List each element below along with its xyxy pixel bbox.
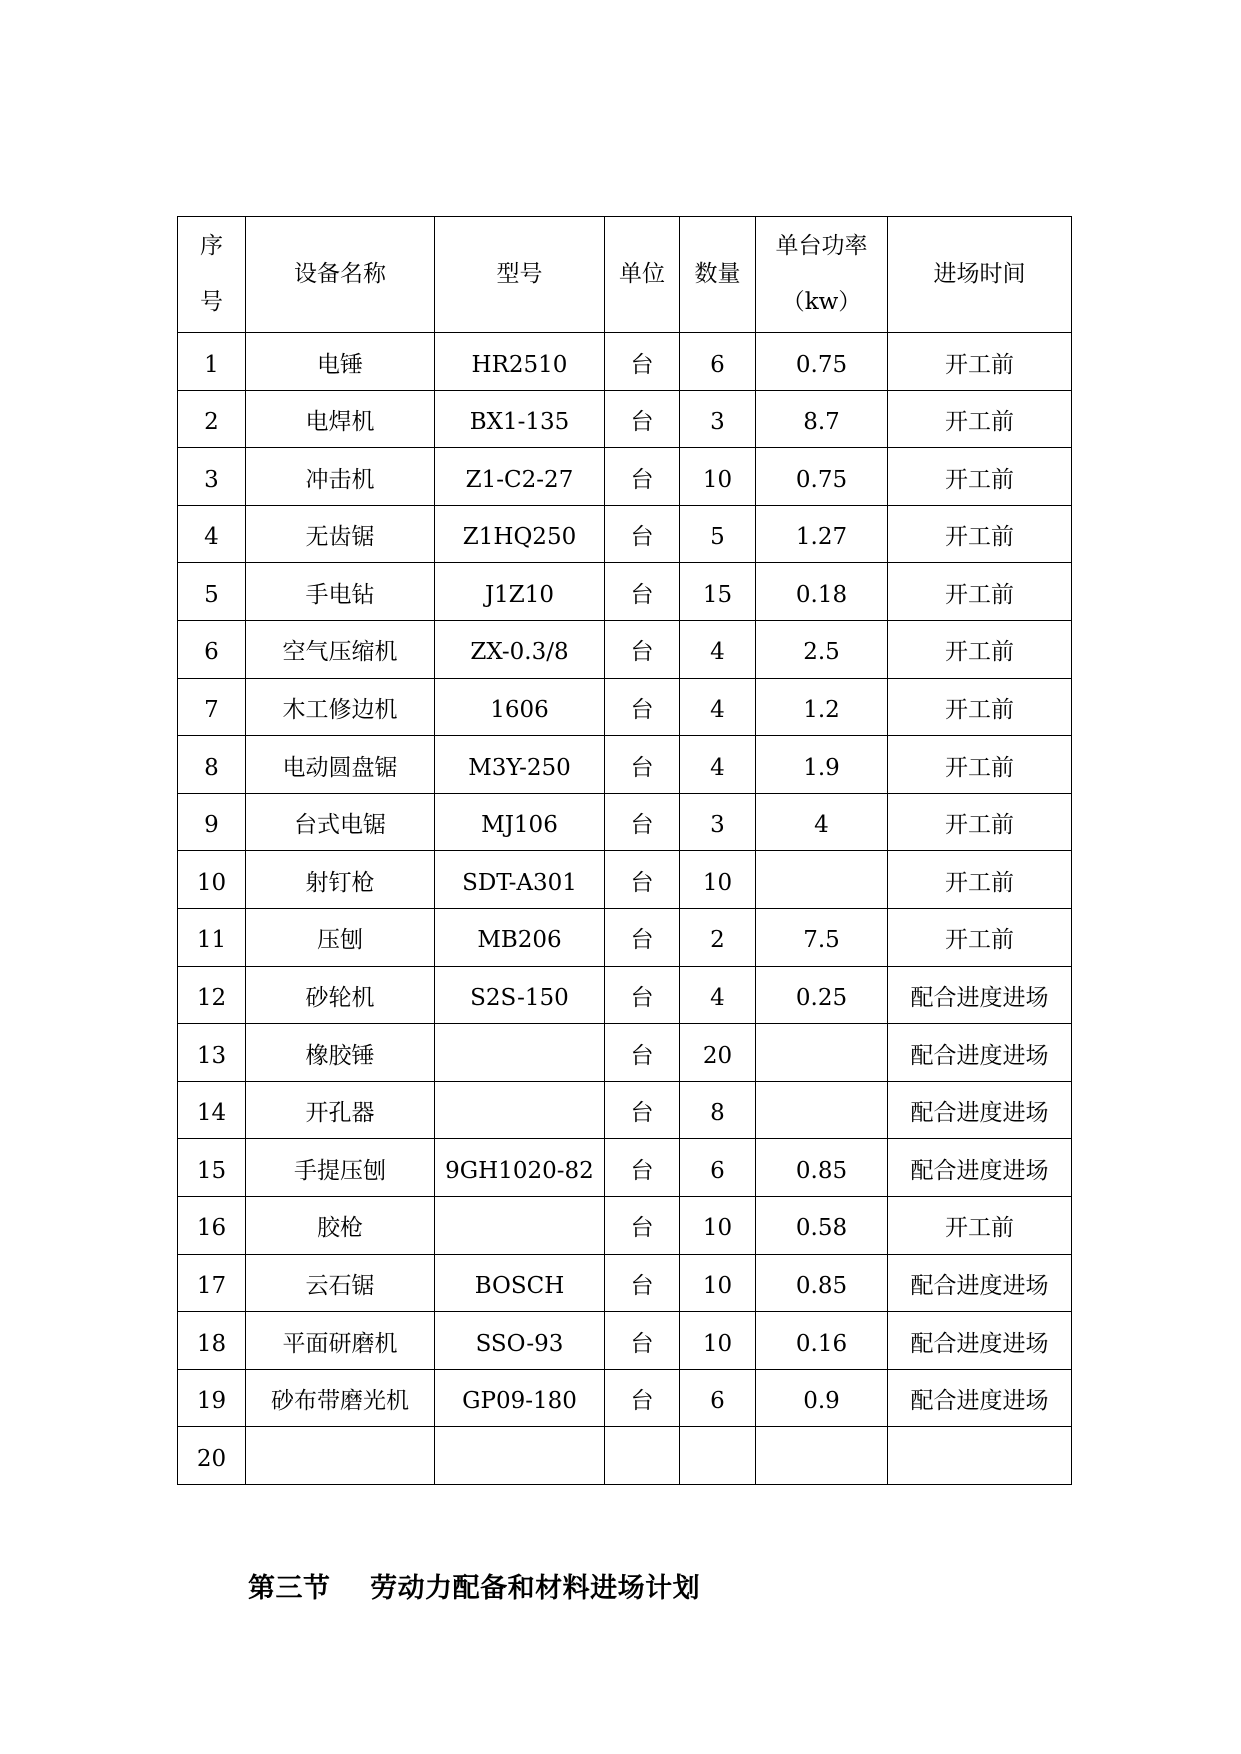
cell-seq: 4 xyxy=(178,505,246,563)
table-row xyxy=(178,1081,1072,1139)
cell-seq: 3 xyxy=(178,448,246,506)
cell-model: BOSCH xyxy=(435,1254,605,1312)
cell-qty: 10 xyxy=(680,448,756,506)
cell-seq: 9 xyxy=(178,793,246,851)
cell-name: 空气压缩机 xyxy=(246,620,435,678)
table-row xyxy=(178,1427,1072,1485)
cell-model: ZX-0.3/8 xyxy=(435,620,605,678)
cell-name: 压刨 xyxy=(246,908,435,966)
cell-unit: 台 xyxy=(605,620,680,678)
cell-time: 配合进度进场 xyxy=(888,1024,1072,1082)
cell-unit: 台 xyxy=(605,1196,680,1254)
header-time: 进场时间 xyxy=(888,217,1072,333)
cell-qty: 5 xyxy=(680,505,756,563)
cell-power: 0.9 xyxy=(756,1369,888,1427)
cell-time: 开工前 xyxy=(888,851,1072,909)
cell-name: 电锤 xyxy=(246,333,435,391)
cell-unit: 台 xyxy=(605,390,680,448)
cell-name: 云石锯 xyxy=(246,1254,435,1312)
table-row xyxy=(178,678,1072,736)
cell-power: 0.58 xyxy=(756,1196,888,1254)
table-row xyxy=(178,1369,1072,1427)
cell-name: 手提压刨 xyxy=(246,1139,435,1197)
header-name: 设备名称 xyxy=(246,217,435,333)
cell-model: BX1-135 xyxy=(435,390,605,448)
cell-power: 4 xyxy=(756,793,888,851)
cell-time: 开工前 xyxy=(888,1196,1072,1254)
cell-name: 砂布带磨光机 xyxy=(246,1369,435,1427)
cell-time: 开工前 xyxy=(888,505,1072,563)
header-power-line1: 单台功率 xyxy=(775,232,868,259)
cell-qty: 20 xyxy=(680,1024,756,1082)
cell-name: 台式电锯 xyxy=(246,793,435,851)
cell-model: 9GH1020-82 xyxy=(435,1139,605,1197)
cell-qty: 10 xyxy=(680,851,756,909)
cell-qty xyxy=(680,1427,756,1485)
cell-unit: 台 xyxy=(605,1024,680,1082)
cell-qty: 4 xyxy=(680,620,756,678)
table-row xyxy=(178,1139,1072,1197)
header-unit: 单位 xyxy=(605,217,680,333)
cell-name: 无齿锯 xyxy=(246,505,435,563)
cell-name xyxy=(246,1427,435,1485)
cell-unit: 台 xyxy=(605,333,680,391)
cell-power: 0.85 xyxy=(756,1139,888,1197)
table-row xyxy=(178,390,1072,448)
table-row xyxy=(178,1254,1072,1312)
table-header-row xyxy=(178,217,1072,333)
cell-power: 1.9 xyxy=(756,736,888,794)
cell-power: 8.7 xyxy=(756,390,888,448)
cell-time: 开工前 xyxy=(888,908,1072,966)
cell-name: 手电钻 xyxy=(246,563,435,621)
table-row xyxy=(178,505,1072,563)
cell-time: 配合进度进场 xyxy=(888,1254,1072,1312)
cell-seq: 5 xyxy=(178,563,246,621)
cell-unit: 台 xyxy=(605,793,680,851)
cell-model xyxy=(435,1024,605,1082)
cell-seq: 7 xyxy=(178,678,246,736)
cell-power xyxy=(756,851,888,909)
cell-time: 开工前 xyxy=(888,620,1072,678)
table-row xyxy=(178,793,1072,851)
cell-model: J1Z10 xyxy=(435,563,605,621)
cell-name: 电动圆盘锯 xyxy=(246,736,435,794)
cell-time: 配合进度进场 xyxy=(888,1139,1072,1197)
cell-unit: 台 xyxy=(605,908,680,966)
cell-time: 开工前 xyxy=(888,736,1072,794)
cell-model: SSO-93 xyxy=(435,1312,605,1370)
cell-time: 配合进度进场 xyxy=(888,1312,1072,1370)
cell-power: 1.2 xyxy=(756,678,888,736)
table-row xyxy=(178,563,1072,621)
cell-power xyxy=(756,1024,888,1082)
cell-unit: 台 xyxy=(605,505,680,563)
cell-model: M3Y-250 xyxy=(435,736,605,794)
cell-power: 0.85 xyxy=(756,1254,888,1312)
table-row xyxy=(178,1196,1072,1254)
cell-model: 1606 xyxy=(435,678,605,736)
cell-model: Z1HQ250 xyxy=(435,505,605,563)
cell-time: 开工前 xyxy=(888,793,1072,851)
cell-unit: 台 xyxy=(605,1081,680,1139)
cell-qty: 6 xyxy=(680,1369,756,1427)
cell-power: 0.75 xyxy=(756,333,888,391)
cell-unit xyxy=(605,1427,680,1485)
cell-power: 2.5 xyxy=(756,620,888,678)
cell-model xyxy=(435,1081,605,1139)
cell-qty: 4 xyxy=(680,736,756,794)
cell-time: 开工前 xyxy=(888,678,1072,736)
cell-power xyxy=(756,1081,888,1139)
cell-seq: 1 xyxy=(178,333,246,391)
cell-time: 开工前 xyxy=(888,390,1072,448)
cell-qty: 6 xyxy=(680,333,756,391)
cell-unit: 台 xyxy=(605,678,680,736)
cell-unit: 台 xyxy=(605,1139,680,1197)
header-seq-line2: 号 xyxy=(200,288,223,315)
cell-name: 平面研磨机 xyxy=(246,1312,435,1370)
cell-name: 木工修边机 xyxy=(246,678,435,736)
cell-model xyxy=(435,1427,605,1485)
equipment-table xyxy=(177,216,1072,1485)
header-power-line2: （kw） xyxy=(781,288,862,315)
table-row xyxy=(178,1312,1072,1370)
cell-qty: 2 xyxy=(680,908,756,966)
cell-qty: 6 xyxy=(680,1139,756,1197)
cell-unit: 台 xyxy=(605,1254,680,1312)
header-model: 型号 xyxy=(435,217,605,333)
cell-seq: 13 xyxy=(178,1024,246,1082)
cell-model: SDT-A301 xyxy=(435,851,605,909)
cell-time: 开工前 xyxy=(888,563,1072,621)
cell-name: 开孔器 xyxy=(246,1081,435,1139)
cell-qty: 3 xyxy=(680,390,756,448)
cell-unit: 台 xyxy=(605,1369,680,1427)
cell-model: MJ106 xyxy=(435,793,605,851)
cell-qty: 10 xyxy=(680,1196,756,1254)
cell-name: 砂轮机 xyxy=(246,966,435,1024)
cell-time: 开工前 xyxy=(888,448,1072,506)
cell-seq: 20 xyxy=(178,1427,246,1485)
cell-qty: 10 xyxy=(680,1312,756,1370)
cell-power: 0.18 xyxy=(756,563,888,621)
cell-name: 射钉枪 xyxy=(246,851,435,909)
cell-power: 7.5 xyxy=(756,908,888,966)
table-row xyxy=(178,851,1072,909)
cell-unit: 台 xyxy=(605,448,680,506)
cell-qty: 8 xyxy=(680,1081,756,1139)
cell-power xyxy=(756,1427,888,1485)
cell-qty: 10 xyxy=(680,1254,756,1312)
cell-seq: 2 xyxy=(178,390,246,448)
table-row xyxy=(178,966,1072,1024)
header-power xyxy=(756,217,888,333)
table-row xyxy=(178,908,1072,966)
table-body xyxy=(178,333,1072,1485)
table-row xyxy=(178,620,1072,678)
cell-unit: 台 xyxy=(605,851,680,909)
cell-seq: 14 xyxy=(178,1081,246,1139)
table-row xyxy=(178,448,1072,506)
cell-name: 电焊机 xyxy=(246,390,435,448)
cell-name: 冲击机 xyxy=(246,448,435,506)
cell-power: 0.16 xyxy=(756,1312,888,1370)
cell-model: MB206 xyxy=(435,908,605,966)
table-row xyxy=(178,736,1072,794)
cell-time: 配合进度进场 xyxy=(888,1369,1072,1427)
cell-seq: 17 xyxy=(178,1254,246,1312)
cell-name: 橡胶锤 xyxy=(246,1024,435,1082)
cell-time: 配合进度进场 xyxy=(888,1081,1072,1139)
cell-unit: 台 xyxy=(605,1312,680,1370)
table-row xyxy=(178,333,1072,391)
cell-seq: 15 xyxy=(178,1139,246,1197)
cell-model: S2S-150 xyxy=(435,966,605,1024)
header-qty: 数量 xyxy=(680,217,756,333)
cell-seq: 10 xyxy=(178,851,246,909)
cell-qty: 4 xyxy=(680,678,756,736)
table-row xyxy=(178,1024,1072,1082)
cell-unit: 台 xyxy=(605,563,680,621)
cell-seq: 18 xyxy=(178,1312,246,1370)
cell-seq: 19 xyxy=(178,1369,246,1427)
cell-seq: 8 xyxy=(178,736,246,794)
header-seq-line1: 序 xyxy=(200,232,223,259)
cell-model: HR2510 xyxy=(435,333,605,391)
cell-unit: 台 xyxy=(605,736,680,794)
cell-power: 0.25 xyxy=(756,966,888,1024)
cell-qty: 15 xyxy=(680,563,756,621)
cell-name: 胶枪 xyxy=(246,1196,435,1254)
cell-seq: 11 xyxy=(178,908,246,966)
cell-time xyxy=(888,1427,1072,1485)
cell-seq: 6 xyxy=(178,620,246,678)
cell-model xyxy=(435,1196,605,1254)
cell-power: 1.27 xyxy=(756,505,888,563)
cell-power: 0.75 xyxy=(756,448,888,506)
cell-unit: 台 xyxy=(605,966,680,1024)
cell-seq: 16 xyxy=(178,1196,246,1254)
cell-qty: 4 xyxy=(680,966,756,1024)
cell-model: GP09-180 xyxy=(435,1369,605,1427)
section-title: 第三节 劳动力配备和材料进场计划 xyxy=(248,1573,701,1604)
cell-seq: 12 xyxy=(178,966,246,1024)
cell-time: 开工前 xyxy=(888,333,1072,391)
cell-qty: 3 xyxy=(680,793,756,851)
header-seq xyxy=(178,217,246,333)
cell-model: Z1-C2-27 xyxy=(435,448,605,506)
cell-time: 配合进度进场 xyxy=(888,966,1072,1024)
